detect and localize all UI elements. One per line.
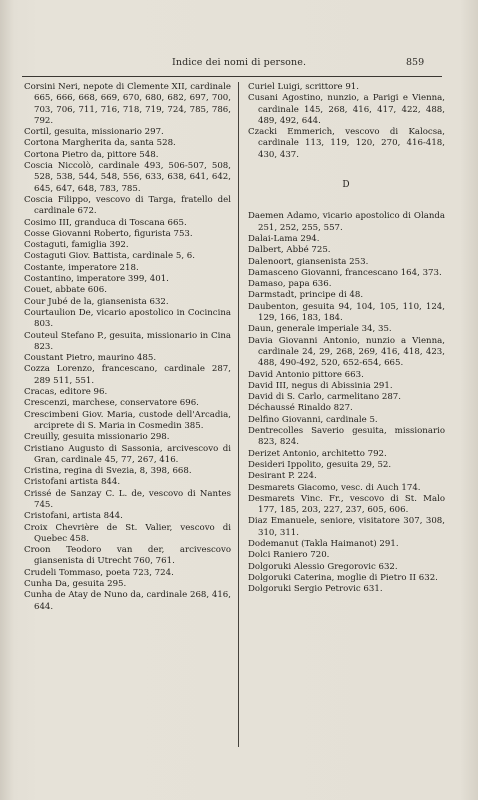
index-entry: Dalbert, Abbé 725. — [248, 245, 331, 256]
index-entry: David di S. Carlo, carmelitano 287. — [248, 392, 401, 403]
index-entry: Cortona Pietro da, pittore 548. — [24, 149, 159, 160]
index-entry: Derizet Antonio, architetto 792. — [248, 448, 387, 459]
index-entry: Cristofani artista 844. — [24, 477, 121, 488]
index-entry: Courtaulion De, vicario apostolico in Cocincina 803. — [24, 307, 231, 330]
index-entry: Déchaussé Rinaldo 827. — [248, 403, 353, 414]
index-entry: Cozza Lorenzo, francescano, cardinale 287, 289 511, 551. — [24, 364, 231, 386]
index-entry: Costante, imperatore 218. — [24, 262, 139, 273]
column-divider — [238, 82, 239, 747]
index-entry: Daubenton, gesuita 94, 104, 105, 110, 124, 129, 166, 183, 184. — [248, 301, 445, 324]
index-entry: Daun, generale imperiale 34, 35. — [248, 324, 392, 335]
index-entry: Dolgoruki Caterina, moglie di Pietro II 632. — [248, 572, 438, 583]
index-entry: Couteul Stefano P., gesuita, missionario in Cina 823. — [24, 330, 231, 352]
index-entry: Damaso, papa 636. — [248, 279, 332, 290]
index-entry: Diaz Emanuele, seniore, visitatore 307, 308, 310, 311. — [248, 516, 445, 538]
right-entries-d — [248, 211, 445, 595]
index-entry: Croon Teodoro van der, arcivescovo giansenista di Utrecht 760, 761. — [24, 545, 231, 567]
index-entry: Dalai-Lama 294. — [248, 233, 320, 244]
index-entry: Damasceno Giovanni, francescano 164, 373. — [248, 267, 442, 278]
index-entry: Crescenzi, marchese, conservatore 696. — [24, 398, 199, 409]
index-entry: Delfino Giovanni, cardinale 5. — [248, 414, 378, 425]
index-entry: Dalenoort, giansenista 253. — [248, 256, 369, 267]
index-entry: Desideri Ippolito, gesuita 29, 52. — [248, 459, 392, 470]
index-entry: Dolci Raniero 720. — [248, 550, 330, 561]
index-entry: Cortona Margherita da, santa 528. — [24, 138, 176, 149]
index-entry: Coscia Niccolò, cardinale 493, 506-507, 508, 528, 538, 544, 548, 556, 633, 638, 641, 642, 645, 647, 648, 783, 785. — [24, 161, 231, 194]
index-entry: Creuilly, gesuita missionario 298. — [24, 432, 170, 443]
index-entry: Cortil, gesuita, missionario 297. — [24, 127, 164, 138]
index-entry: Costaguti Giov. Battista, cardinale 5, 6. — [24, 251, 195, 262]
header-rule — [22, 76, 442, 77]
index-entry: Cunha Da, gesuita 295. — [24, 579, 127, 590]
index-entry: Desmarets Giacomo, vesc. di Auch 174. — [248, 482, 421, 493]
index-entry: Cusani Agostino, nunzio, a Parigi e Vienna, cardinale 145, 268, 416, 417, 422, 488, 489, 492, 644. — [248, 93, 445, 126]
page-number: 859 — [406, 57, 425, 68]
index-entry: Dolgoruki Sergio Petrovic 631. — [248, 584, 383, 595]
index-entry: Crissé de Sanzay C. L. de, vescovo di Nantes 745. — [24, 488, 231, 510]
index-entry: Cristiano Augusto di Sassonia, arcivescovo di Gran, cardinale 45, 77, 267, 416. — [24, 443, 231, 465]
index-entry: Costantino, imperatore 399, 401. — [24, 274, 169, 285]
section-letter: D — [342, 180, 351, 191]
index-entry: David III, negus di Abissinia 291. — [248, 380, 393, 391]
index-entry: Cunha de Atay de Nuno da, cardinale 268, 416, 644. — [24, 590, 231, 612]
right-column — [248, 82, 445, 595]
index-entry: Couet, abbate 606. — [24, 285, 107, 296]
right-entries-c — [248, 82, 445, 161]
index-entry: Cosimo III, granduca di Toscana 665. — [24, 217, 187, 228]
index-entry: Davia Giovanni Antonio, nunzio a Vienna, cardinale 24, 29, 268, 269, 416, 418, 423, 488, 490-492, 520, 652-654, 665. — [248, 335, 445, 369]
index-entry: Czacki Emmerich, vescovo di Kalocsa, cardinale 113, 119, 120, 270, 416-418, 430, 437. — [248, 127, 445, 160]
index-entry: Cristofani, artista 844. — [24, 511, 123, 522]
index-entry: Desirant P. 224. — [248, 471, 317, 482]
index-entry: Cracas, editore 96. — [24, 387, 108, 398]
index-entry: Crudeli Tommaso, poeta 723, 724. — [24, 567, 174, 578]
index-entry: Coustant Pietro, maurino 485. — [24, 353, 157, 364]
left-column — [24, 82, 231, 613]
index-entry: Crescimbeni Giov. Maria, custode dell'Arcadia, arciprete di S. Maria in Cosmedin 385. — [24, 409, 231, 431]
index-entry: Cristina, regina di Svezia, 8, 398, 668. — [24, 466, 192, 477]
index-entry: Desmarets Vinc. Fr., vescovo di St. Malo 177, 185, 203, 227, 237, 605, 606. — [248, 493, 445, 516]
index-entry: Cosse Giovanni Roberto, figurista 753. — [24, 228, 193, 239]
index-entry: Curiel Luigi, scrittore 91. — [248, 82, 359, 92]
index-entry: Corsini Neri, nepote di Clemente XII, cardinale 665, 666, 668, 669, 670, 680, 682, 697, 700, 703, 706, 711, 716, 718, 719, 724, 785, 786, 792. — [24, 82, 231, 126]
index-entry: Dentrecolles Saverio gesuita, missionario 823, 824. — [248, 426, 445, 448]
index-entry: Darmstadt, principe di 48. — [248, 290, 364, 301]
index-entry: Coscia Filippo, vescovo di Targa, fratello del cardinale 672. — [24, 194, 231, 217]
header-title: Indice dei nomi di persone. — [172, 57, 307, 68]
index-entry: Croix Chevrière de St. Valier, vescovo di Quebec 458. — [24, 522, 231, 544]
index-entry: David Antonio pittore 663. — [248, 369, 364, 380]
running-header — [0, 57, 478, 73]
index-entry: Dodemanut (Takla Haimanot) 291. — [248, 538, 399, 549]
index-entry: Dolgoruki Alessio Gregorovic 632. — [248, 561, 398, 572]
index-entry: Costaguti, famiglia 392. — [24, 240, 129, 251]
index-entry: Daemen Adamo, vicario apostolico di Olanda 251, 252, 255, 557. — [248, 211, 445, 233]
index-entry: Cour Jubé de la, giansenista 632. — [24, 296, 169, 307]
